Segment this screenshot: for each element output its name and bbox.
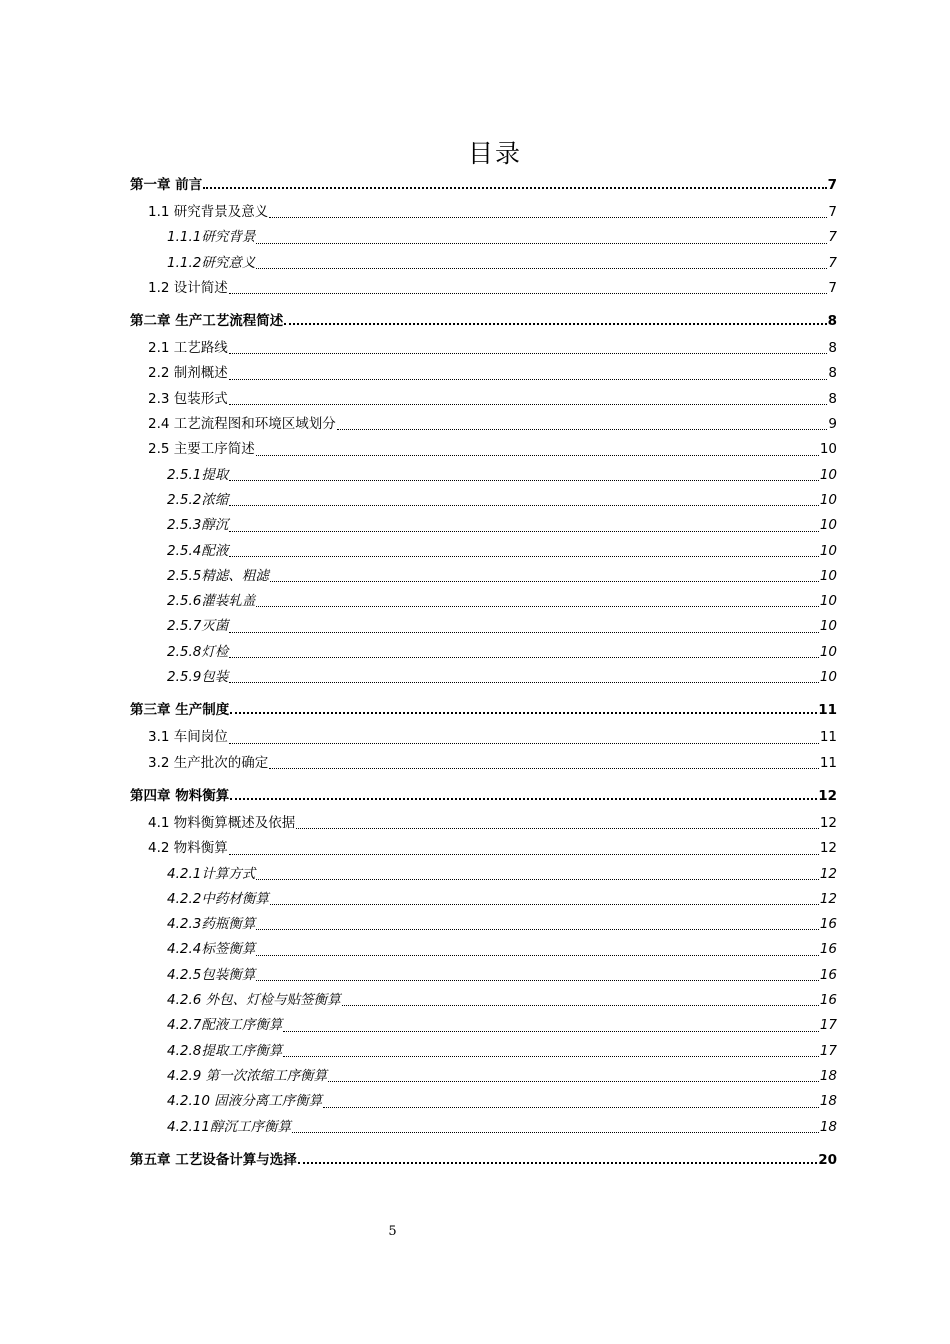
toc-entry-label: 4.2.3药瓶衡算 [167, 916, 256, 933]
toc-entry-page: 17 [819, 1042, 837, 1059]
toc-entry[interactable] [130, 988, 837, 1013]
toc-entry-page: 20 [818, 1151, 837, 1168]
toc-entry[interactable] [130, 437, 837, 462]
toc-leader-dots [337, 429, 828, 430]
toc-leader-dots [256, 955, 818, 956]
toc-entry-page: 7 [827, 177, 837, 193]
toc-entry[interactable] [130, 170, 837, 200]
toc-leader-dots [229, 379, 828, 380]
toc-entry-page: 8 [828, 390, 837, 407]
toc-leader-dots [256, 879, 818, 880]
toc-entry-page: 11 [819, 754, 837, 771]
toc-leader-dots [229, 743, 819, 744]
toc-entry[interactable] [130, 1013, 837, 1038]
toc-entry-page: 8 [828, 340, 837, 357]
toc-entry[interactable] [130, 640, 837, 665]
toc-leader-dots [284, 323, 826, 325]
toc-entry-label: 2.4 工艺流程图和环境区域划分 [148, 416, 336, 433]
toc-entry-page: 7 [828, 229, 837, 246]
toc-entry[interactable] [130, 1064, 837, 1089]
toc-entry-label: 4.2.7配液工序衡算 [167, 1017, 283, 1034]
toc-entry-page: 16 [819, 941, 837, 958]
toc-title: 目录 [467, 139, 522, 168]
toc-leader-dots [256, 606, 818, 607]
toc-entry-label: 4.2.8提取工序衡算 [167, 1042, 283, 1059]
toc-entry-page: 7 [828, 204, 837, 220]
toc-entry[interactable] [130, 665, 837, 690]
toc-leader-dots [229, 632, 818, 633]
table-of-contents [130, 170, 837, 1175]
toc-entry[interactable] [130, 862, 837, 887]
toc-entry-label: 2.5.6灌装轧盖 [167, 593, 256, 610]
toc-leader-dots [256, 268, 827, 269]
toc-entry-label: 2.5.5精滤、粗滤 [167, 567, 269, 584]
toc-entry-page: 16 [819, 992, 837, 1009]
toc-entry[interactable] [130, 463, 837, 488]
toc-entry-page: 16 [819, 966, 837, 983]
toc-leader-dots [229, 531, 818, 532]
toc-entry-page: 9 [828, 416, 837, 433]
toc-entry-page: 17 [819, 1017, 837, 1034]
toc-entry-label: 2.3 包装形式 [148, 390, 228, 407]
toc-entry-page: 10 [819, 517, 837, 534]
toc-entry[interactable] [130, 776, 837, 811]
toc-entry-label: 3.2 生产批次的确定 [148, 754, 269, 771]
toc-leader-dots [256, 243, 827, 244]
toc-entry-label: 1.2 设计简述 [148, 279, 228, 296]
toc-leader-dots [256, 455, 819, 456]
toc-leader-dots [229, 353, 828, 354]
toc-leader-dots [229, 657, 818, 658]
toc-leader-dots [270, 904, 819, 905]
toc-entry[interactable] [130, 225, 837, 250]
toc-entry-page: 11 [818, 702, 837, 719]
toc-entry[interactable] [130, 963, 837, 988]
toc-entry-label: 2.5.1提取 [167, 466, 229, 483]
toc-leader-dots [342, 1005, 819, 1006]
toc-entry[interactable] [130, 1089, 837, 1114]
toc-entry[interactable] [130, 200, 837, 225]
toc-leader-dots [256, 980, 818, 981]
toc-entry-page: 10 [819, 491, 837, 508]
toc-leader-dots [229, 854, 819, 855]
toc-leader-dots [203, 187, 826, 189]
toc-entry-label: 4.2.5包装衡算 [167, 966, 256, 983]
toc-leader-dots [270, 581, 819, 582]
toc-entry-page: 10 [819, 593, 837, 610]
toc-entry[interactable] [130, 912, 837, 937]
toc-entry-page: 8 [827, 313, 837, 330]
toc-entry-label: 第一章 前言 [130, 177, 203, 193]
toc-leader-dots [292, 1132, 819, 1133]
toc-entry-page: 12 [819, 865, 837, 882]
toc-entry[interactable] [130, 336, 837, 361]
toc-leader-dots [230, 712, 817, 714]
toc-leader-dots [230, 798, 817, 800]
toc-leader-dots [298, 1162, 818, 1164]
toc-entry-label: 4.2.10 固液分离工序衡算 [167, 1093, 323, 1110]
toc-entry-label: 第三章 生产制度 [130, 702, 230, 719]
toc-entry[interactable] [130, 836, 837, 861]
toc-leader-dots [229, 404, 828, 405]
toc-entry[interactable] [130, 513, 837, 538]
toc-entry-label: 4.2.9 第一次浓缩工序衡算 [167, 1067, 328, 1084]
toc-entry-page: 18 [819, 1067, 837, 1084]
toc-entry-label: 1.1.2研究意义 [167, 254, 256, 271]
toc-entry-page: 7 [828, 254, 837, 271]
toc-entry-page: 18 [819, 1118, 837, 1135]
toc-entry-page: 12 [819, 814, 837, 831]
toc-leader-dots [256, 929, 818, 930]
toc-leader-dots [296, 828, 819, 829]
toc-entry-page: 7 [828, 279, 837, 296]
toc-entry[interactable] [130, 1140, 837, 1175]
toc-entry-label: 第四章 物料衡算 [130, 787, 230, 804]
toc-leader-dots [283, 1031, 818, 1032]
toc-entry-page: 10 [819, 466, 837, 483]
toc-entry[interactable] [130, 937, 837, 962]
toc-entry[interactable] [130, 564, 837, 589]
toc-entry-page: 12 [819, 840, 837, 857]
toc-leader-dots [269, 768, 819, 769]
toc-entry-page: 18 [819, 1093, 837, 1110]
toc-entry-page: 12 [819, 890, 837, 907]
toc-leader-dots [283, 1056, 818, 1057]
toc-entry-label: 4.2 物料衡算 [148, 840, 228, 857]
toc-leader-dots [229, 682, 818, 683]
toc-entry[interactable] [130, 361, 837, 386]
toc-entry-label: 4.2.2中药材衡算 [167, 890, 269, 907]
toc-entry-label: 2.5.4配液 [167, 542, 229, 559]
toc-entry-label: 2.2 制剂概述 [148, 365, 228, 382]
toc-leader-dots [269, 217, 827, 218]
toc-entry[interactable] [130, 387, 837, 412]
toc-entry-page: 10 [819, 643, 837, 660]
toc-entry-label: 4.2.11醇沉工序衡算 [167, 1118, 291, 1135]
toc-entry[interactable] [130, 488, 837, 513]
toc-entry[interactable] [130, 539, 837, 564]
toc-entry-label: 4.2.4标签衡算 [167, 941, 256, 958]
toc-entry-label: 2.5.9包装 [167, 669, 229, 686]
toc-entry-page: 16 [819, 916, 837, 933]
toc-entry-page: 10 [819, 618, 837, 635]
toc-entry[interactable] [130, 589, 837, 614]
toc-entry[interactable] [130, 690, 837, 725]
toc-entry[interactable] [130, 751, 837, 776]
toc-entry[interactable] [130, 1115, 837, 1140]
toc-entry-label: 1.1.1研究背景 [167, 229, 256, 246]
toc-leader-dots [229, 556, 818, 557]
toc-entry[interactable] [130, 251, 837, 276]
toc-entry[interactable] [130, 276, 837, 301]
toc-entry[interactable] [130, 887, 837, 912]
toc-entry-page: 12 [818, 787, 837, 804]
toc-leader-dots [328, 1081, 819, 1082]
toc-entry-label: 第五章 工艺设备计算与选择 [130, 1151, 297, 1168]
toc-entry-page: 8 [828, 365, 837, 382]
toc-entry[interactable] [130, 1039, 837, 1064]
toc-entry-page: 10 [819, 669, 837, 686]
toc-entry[interactable] [130, 614, 837, 639]
toc-leader-dots [323, 1107, 819, 1108]
toc-entry-label: 2.5.3醇沉 [167, 517, 229, 534]
toc-entry-page: 11 [819, 729, 837, 746]
toc-entry-label: 4.2.6 外包、灯检与贴签衡算 [167, 992, 341, 1009]
toc-leader-dots [229, 293, 828, 294]
toc-entry-page: 10 [819, 441, 837, 458]
toc-entry-label: 2.5.8灯检 [167, 643, 229, 660]
toc-leader-dots [229, 480, 818, 481]
toc-entry[interactable] [130, 301, 837, 336]
toc-entry[interactable] [130, 412, 837, 437]
toc-leader-dots [229, 505, 818, 506]
toc-entry-page: 10 [819, 542, 837, 559]
toc-entry-label: 第二章 生产工艺流程简述 [130, 313, 284, 330]
toc-entry-label: 2.1 工艺路线 [148, 340, 228, 357]
toc-entry-label: 1.1 研究背景及意义 [148, 204, 269, 220]
toc-entry-label: 2.5 主要工序简述 [148, 441, 255, 458]
toc-entry-label: 4.2.1计算方式 [167, 865, 256, 882]
toc-entry-page: 10 [819, 567, 837, 584]
toc-entry-label: 2.5.7灭菌 [167, 618, 229, 635]
toc-entry-label: 4.1 物料衡算概述及依据 [148, 814, 296, 831]
page-number: 5 [388, 1224, 397, 1239]
toc-entry-label: 3.1 车间岗位 [148, 729, 228, 746]
toc-entry[interactable] [130, 811, 837, 836]
toc-entry-label: 2.5.2浓缩 [167, 491, 229, 508]
toc-entry[interactable] [130, 725, 837, 750]
